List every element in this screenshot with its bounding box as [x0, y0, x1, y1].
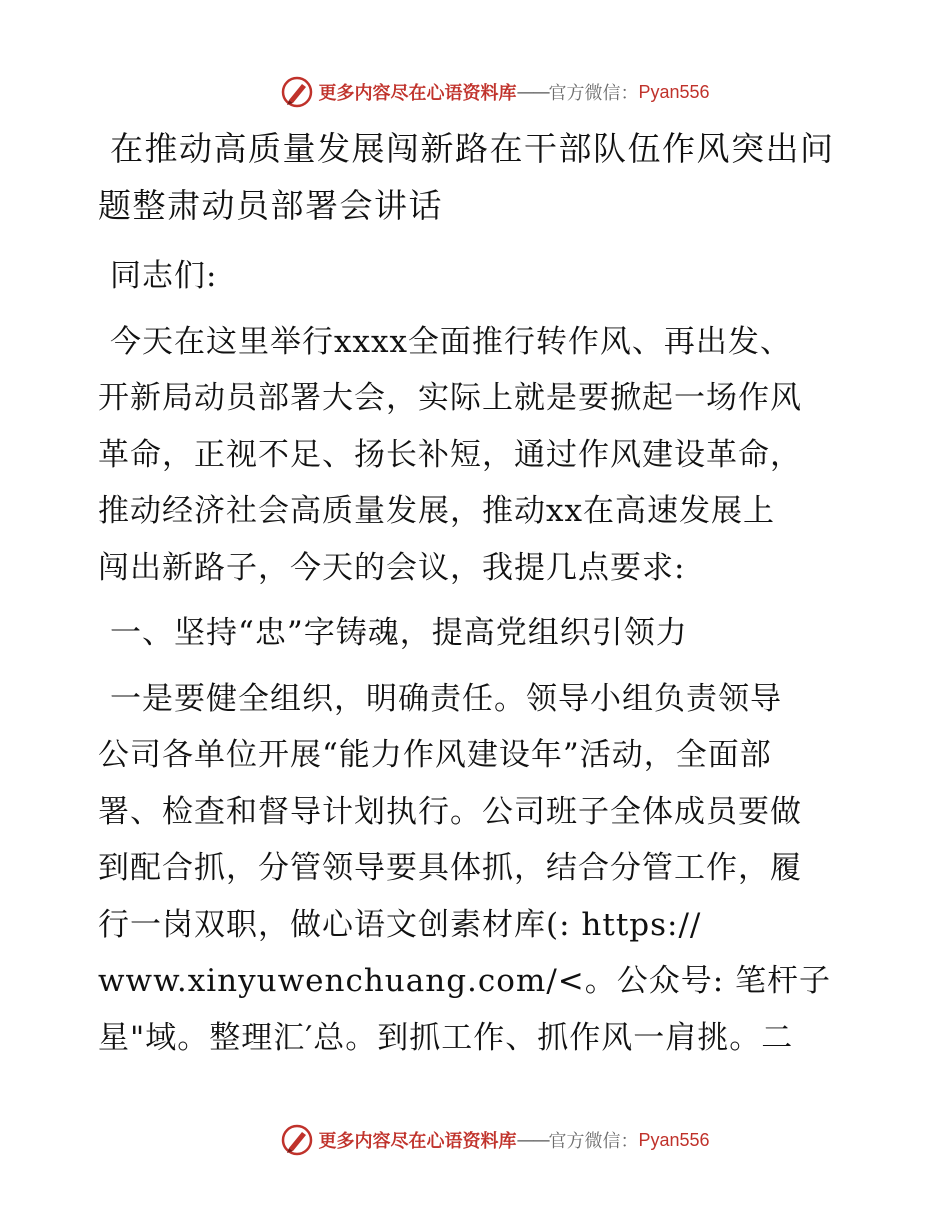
watermark-wechat-label: 官方微信：: [548, 1131, 639, 1152]
paragraph-line: 开新局动员部署大会，实际上就是要掀起一场作风: [98, 380, 802, 416]
paragraph-line: www.xinyuwenchuang.com/<。公众号: 笔杆子: [98, 963, 832, 999]
watermark-dash: ——: [516, 1129, 549, 1151]
paragraph-2: [98, 671, 850, 1067]
footer-watermark: [0, 1120, 950, 1160]
paragraph-line: 革命，正视不足、扬长补短，通过作风建设革命，: [98, 436, 802, 473]
watermark-wechat-id: Pyan556: [638, 81, 710, 102]
watermark-text: 更多内容尽在心语资料库: [318, 1131, 517, 1152]
paragraph-line: 闯出新路子，今天的会议，我提几点要求:: [98, 549, 686, 586]
paragraph-line: 今天在这里举行xxxx全面推行转作风、再出发、: [110, 323, 792, 360]
salutation: 同志们:: [110, 258, 218, 294]
paragraph-line: 一是要健全组织，明确责任。领导小组负责领导: [110, 680, 782, 717]
watermark-wechat-label: 官方微信：: [548, 83, 639, 104]
paragraph-line: 公司各单位开展“能力作风建设年”活动，全面部: [98, 737, 772, 773]
paragraph-line: 到配合抓，分管领导要具体抓，结合分管工作，履: [98, 850, 802, 886]
document-body: [98, 120, 850, 1066]
header-watermark: [0, 72, 950, 112]
pen-logo-icon: [280, 1123, 314, 1157]
section-heading-1: 一、坚持“忠”字铸魂，提高党组织引领力: [110, 615, 688, 651]
pen-logo-icon: [280, 75, 314, 109]
watermark-wechat-id: Pyan556: [638, 1129, 710, 1150]
paragraph-1: [98, 314, 850, 597]
paragraph-line: 星"域。整理汇′总。到抓工作、抓作风一肩挑。二: [98, 1019, 794, 1056]
watermark-text: 更多内容尽在心语资料库: [318, 83, 517, 104]
paragraph-line: 推动经济社会高质量发展，推动xx在高速发展上: [98, 493, 775, 529]
paragraph-line: 行一岗双职，做心语文创素材库(: https://: [98, 906, 702, 943]
document-title-line-2: 题整肃动员部署会讲话: [98, 186, 443, 225]
document-title-line-1: 在推动高质量发展闯新路在干部队伍作风突出问: [110, 129, 835, 168]
paragraph-line: 署、检查和督导计划执行。公司班子全体成员要做: [98, 793, 802, 830]
watermark-dash: ——: [516, 81, 549, 103]
